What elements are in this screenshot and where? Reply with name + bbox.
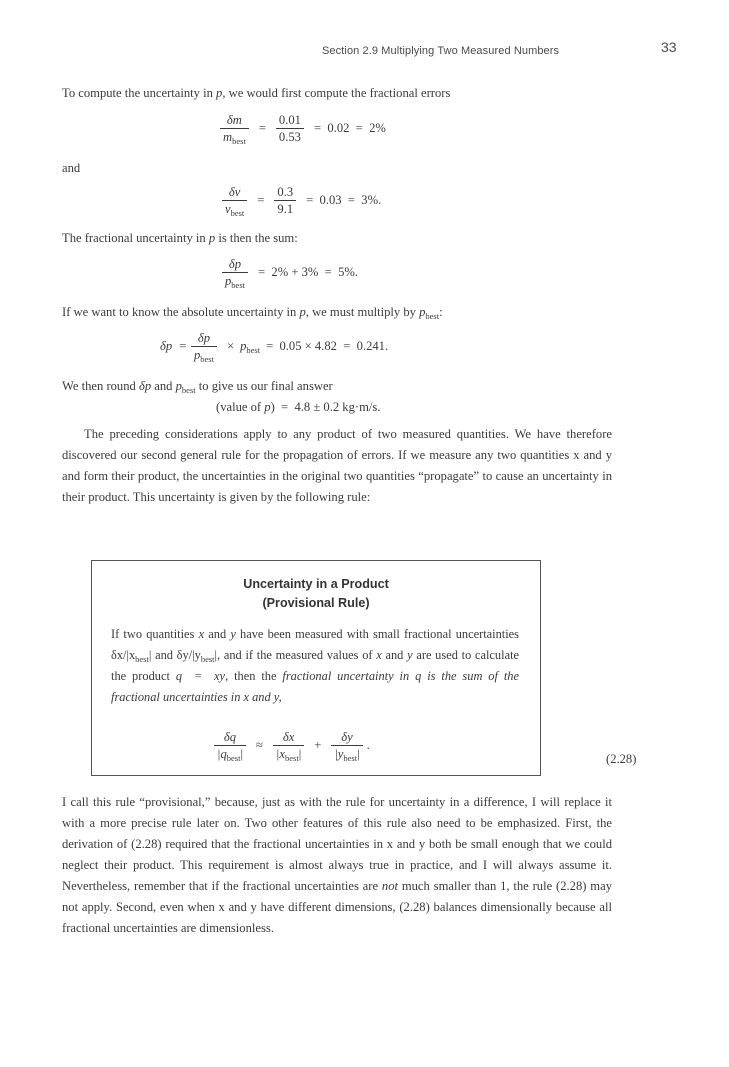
page-number: 33: [661, 39, 677, 55]
equation-fractional-p: $\frac{\delta p}{p_{best}}$ = 2% + 3% = 5%.: [218, 256, 358, 289]
fraction-dm-over-mbest: $\frac{\delta m}{m_{best}}$: [220, 112, 249, 145]
fraction-dy-over-ybest: $\frac{\delta y}{|y_{best}|}$: [331, 729, 362, 762]
equation-product-rule: $\frac{\delta q}{|q_{best}|}$ ≈ $\frac{\delta x}{|x_{best}|}$ + $\frac{\delta y}{|y_{best}|}$ .: [210, 729, 370, 762]
fraction-dx-over-xbest: $\frac{\delta x}{|x_{best}|}$: [273, 729, 304, 762]
and-word: and: [62, 161, 81, 175]
fraction-dp-over-pbest: $\frac{\delta p}{p_{best}}$: [222, 256, 248, 289]
equation-fractional-m: $\frac{\delta m}{m_{best}}$ = $\frac{0.01}{0.53}$ = 0.02 = 2%: [216, 112, 386, 145]
equation-fractional-v: $\frac{\delta v}{v_{best}}$ = $\frac{0.3}{9.1}$ = 0.03 = 3%.: [218, 184, 381, 217]
fraction-value-m: $\frac{0.01}{0.53}$: [276, 112, 304, 145]
fraction-dp-over-pbest-2: $\frac{\delta p}{p_{best}}$: [191, 330, 217, 363]
running-header-section: Section 2.9 Multiplying Two Measured Numbers: [322, 45, 560, 57]
rule-box-text: If two quantities x and y have been measured with small fractional uncertainties $\delta x/|x_{best}|$ and $\delta y/|y_{best}|$, and if the measured values of x and y are used to calculate the product q = xy, then the fractional uncertainty in q is the sum of the fractional uncertainties in x and y,: [111, 627, 520, 704]
fraction-dq-over-qbest: $\frac{\delta q}{|q_{best}|}$: [214, 729, 246, 762]
rule-box-title: Uncertainty in a Product (Provisional Rule): [243, 577, 389, 610]
equation-number: (2.28): [606, 752, 637, 766]
fraction-value-v: $\frac{0.3}{9.1}$: [274, 184, 296, 217]
intro-line: To compute the uncertainty in p, we would first compute the fractional errors: [62, 86, 451, 100]
final-answer: (value of p) = 4.8 ± 0.2 kg·m/s.: [216, 400, 381, 414]
equation-absolute-p: δp = $\frac{\delta p}{p_{best}}$ × $p_{best}$ = 0.05 × 4.82 = 0.241.: [160, 331, 389, 364]
round-line: We then round δp and $p_{best}$ to give us our final answer: [62, 379, 333, 395]
fraction-dv-over-vbest: $\frac{\delta v}{v_{best}}$: [222, 184, 247, 217]
paragraph-product-rule-intro: The preceding considerations apply to any product of two measured quantities. We have therefore discovered our second general rule for the propagation of errors. If we measure any two quantities x and y and form their product, the uncertainties in the original two quantities “propagate” to cause an uncertainty in their product. This uncertainty is given by the following rule:: [62, 427, 612, 504]
fractional-sum-line: The fractional uncertainty in p is then the sum:: [62, 231, 298, 245]
rule-box: [91, 560, 541, 776]
paragraph-provisional-rule: I call this rule “provisional,” because, just as with the rule for uncertainty in a difference, I will replace it with a more precise rule later on. Two other features of this rule also need to be emphasized. First, the derivation of (2.28) required that the fractional uncertainties in x and y both be small enough that we could neglect their product. This requirement is almost always true in practice, and I will always assume it. Nevertheless, remember that if the fractional uncertainties are not much smaller than 1, the rule (2.28) may not apply. Second, even when x and y have different dimensions, (2.28) balances dimensionally because all fractional uncertainties are dimensionless.: [62, 795, 612, 935]
absolute-uncertainty-line: If we want to know the absolute uncertainty in p, we must multiply by $p_{best}$:: [62, 305, 443, 321]
